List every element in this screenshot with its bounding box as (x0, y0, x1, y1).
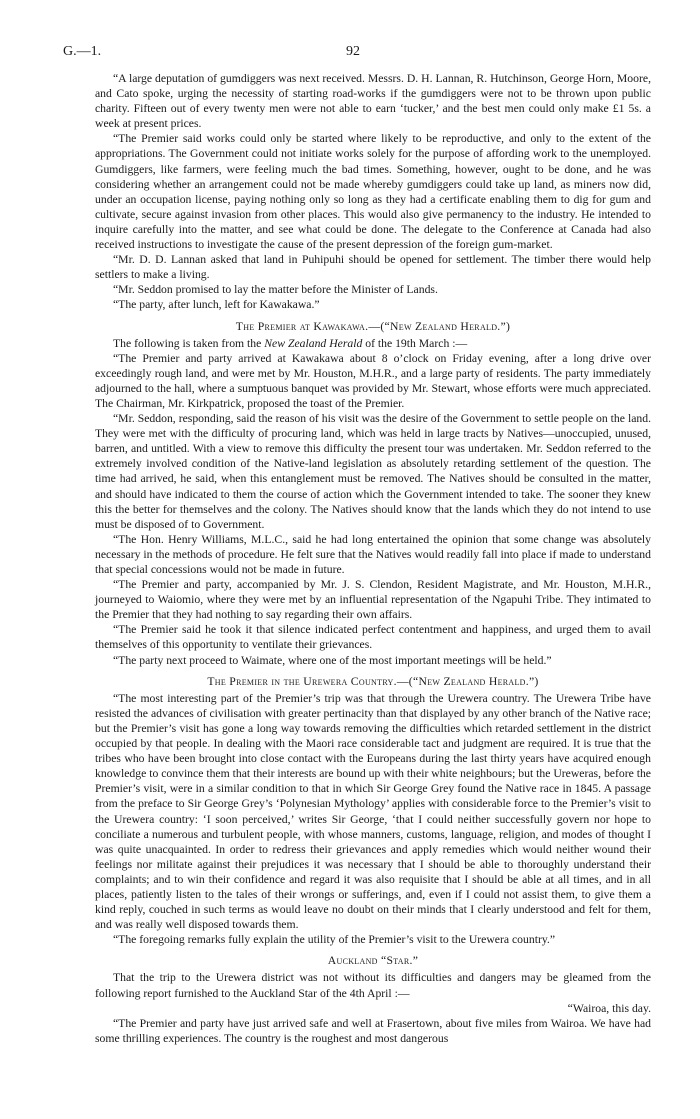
paragraph: “The foregoing remarks fully explain the utility of the Premier’s visit to the Urewera country.” (113, 933, 556, 947)
section-intro: That the trip to the Urewera district was not without its difficulties and dangers may be gleamed from the following report furnished to the Auckland Star of the 4th April :— (95, 971, 651, 1000)
paragraph: “Mr. Seddon promised to lay the matter before the Minister of Lands. (113, 283, 438, 297)
intro-text: The following is taken from the (113, 336, 265, 350)
paragraph: “The Hon. Henry Williams, M.L.C., said he had long entertained the opinion that some change was absolutely necessary in the methods of procedure. He felt sure that the Natives would readily fall into place if made to understand that special concessions would not be made in future. (95, 532, 651, 576)
paragraph: “A large deputation of gumdiggers was next received. Messrs. D. H. Lannan, R. Hutchinson, George Horn, Moore, and Cato spoke, urging the necessity of starting road-works if the gumdiggers were not to be thrown upon public charity. Fifteen out of every twenty men were not able to earn ‘tucker,’ and the best men could only make £1 5s. a week at present prices. (95, 72, 651, 131)
paragraph: “The party next proceed to Waimate, where one of the most important meetings will be held.” (113, 653, 552, 667)
intro-text: of the 19th March :— (362, 336, 468, 350)
dateline: “Wairoa, this day. (567, 1001, 651, 1015)
section-title: Auckland “Star.” (327, 954, 419, 968)
paragraph: “Mr. Seddon, responding, said the reason of his visit was the desire of the Government to settle people on the land. They were met with the difficulty of procuring land, which was held in large tracts by Natives—unoccupied, unused, barren, and untitled. With a view to remove this difficulty the present tour was undertaken. Mr. Seddon referred to the extremely involved condition of the Native-land legislation as absolutely retarding settlement of the question. The time had arrived, he said, when this entanglement must be removed. The Natives should be consulted in the matter, and should have indicated to them the course of action which the Government intended to take. The sooner they knew this the better for themselves and the colony. The Natives should know that the lands which they do not intend to use must be disposed of to Government. (95, 412, 651, 531)
paragraph: “The Premier and party, accompanied by Mr. J. S. Clendon, Resident Magistrate, and Mr. Houston, M.H.R., journeyed to Waiomio, where they were met by an influential representation of the Ngapuhi Tribe. They intimated to the Premier that they had nothing to say regarding their own affairs. (95, 578, 651, 622)
paragraph: “Mr. D. D. Lannan asked that land in Puhipuhi should be opened for settlement. The timber there would help settlers to make a living. (95, 253, 651, 282)
newspaper-name: New Zealand Herald (264, 336, 363, 350)
page-header (63, 44, 643, 62)
section-heading (95, 674, 651, 689)
document-code: G.—1. (63, 44, 102, 59)
section-heading (95, 319, 651, 334)
section-title: The Premier in the Urewera Country. (207, 674, 397, 688)
paragraph: “The Premier and party arrived at Kawakawa about 8 o’clock on Friday evening, after a long drive over exceedingly rough land, and were met by Mr. Houston, M.H.R., and a large party of residents. The party immediately adjourned to the hall, where a sumptuous banquet was provided by Mr. Stewart, whose efforts were much appreciated. The Chairman, Mr. Kirkpatrick, proposed the toast of the Premier. (95, 351, 651, 410)
page-number: 92 (346, 44, 360, 59)
section-title: The Premier at Kawakawa. (235, 319, 369, 333)
section-source: —(“New Zealand Herald.”) (368, 319, 511, 333)
paragraph: “The party, after lunch, left for Kawakawa.” (113, 298, 320, 312)
paragraph: “The most interesting part of the Premier’s trip was that through the Urewera country. The Urewera Tribe have resisted the advances of civilisation with greater pertinacity than that displayed by any other branch of the Native race; but the Premier’s visit has gone a long way towards removing the difficulties which retarded settlement in the district occupied by that people. In dealing with the Maori race considerable tact and judgment are required. It is true that the tribes who have been brought into close contact with the Europeans during the last thirty years have acquired enough knowledge to convince them that their interests are bound up with their white neighbours; but the Ureweras, before the Premier’s visit, were in a similar condition to that in which Sir George Grey found the Native race in 1845. A passage from the preface to Sir George Grey’s ‘Polynesian Mythology’ applies with considerable force to the Premier’s visit to the Urewera country: ‘I soon perceived,’ writes Sir George, ‘that I could neither successfully govern nor hope to conciliate a numerous and turbulent people, with whose manners, customs, language, religion, and modes of thought I was quite unacquainted. In order to redress their grievances and apply remedies which would neither wound their feelings nor militate against their prejudices it was necessary that I should be able to thoroughly understand their complaints; and to win their confidence and regard it was also requisite that I should be able at all times, and in all places, patiently listen to the tales of their wrongs or sufferings, and, even if I could not assist them, to give them a kind reply, couched in such terms as would leave no doubt on their minds that I clearly understood and felt for them, and was really well disposed towards them. (95, 691, 651, 932)
section-source: —(“New Zealand Herald.”) (396, 674, 539, 688)
document-body (95, 71, 651, 1046)
paragraph: “The Premier said works could only be started where likely to be reproductive, and only to the extent of the appropriations. The Government could not initiate works solely for the purpose of affording work to the unemployed. Gumdiggers, like farmers, were feeling much the bad times. Something, however, ought to be done, and he was considering whether an arrangement could not be made whereby gumdiggers could take up land, as miners now did, under an occupation license, paying nothing only so long as they had a certificate enabling them to dig for gum and cultivate, secure against invasion from other places. This would also give permanency to the industry. He intended to inquire carefully into the matter, and see what could be done. The delegate to the Conference at Canada had also received instructions to investigate the cause of the present depression of the foreign gum-market. (95, 132, 651, 252)
section-heading (95, 953, 651, 968)
paragraph: “The Premier said he took it that silence indicated perfect contentment and happiness, and urged them to avail themselves of this opportunity to ventilate their grievances. (95, 623, 651, 652)
section-intro (95, 336, 651, 351)
paragraph: “The Premier and party have just arrived safe and well at Frasertown, about five miles from Wairoa. We have had some thrilling experiences. The country is the roughest and most dangerous (95, 1016, 651, 1045)
